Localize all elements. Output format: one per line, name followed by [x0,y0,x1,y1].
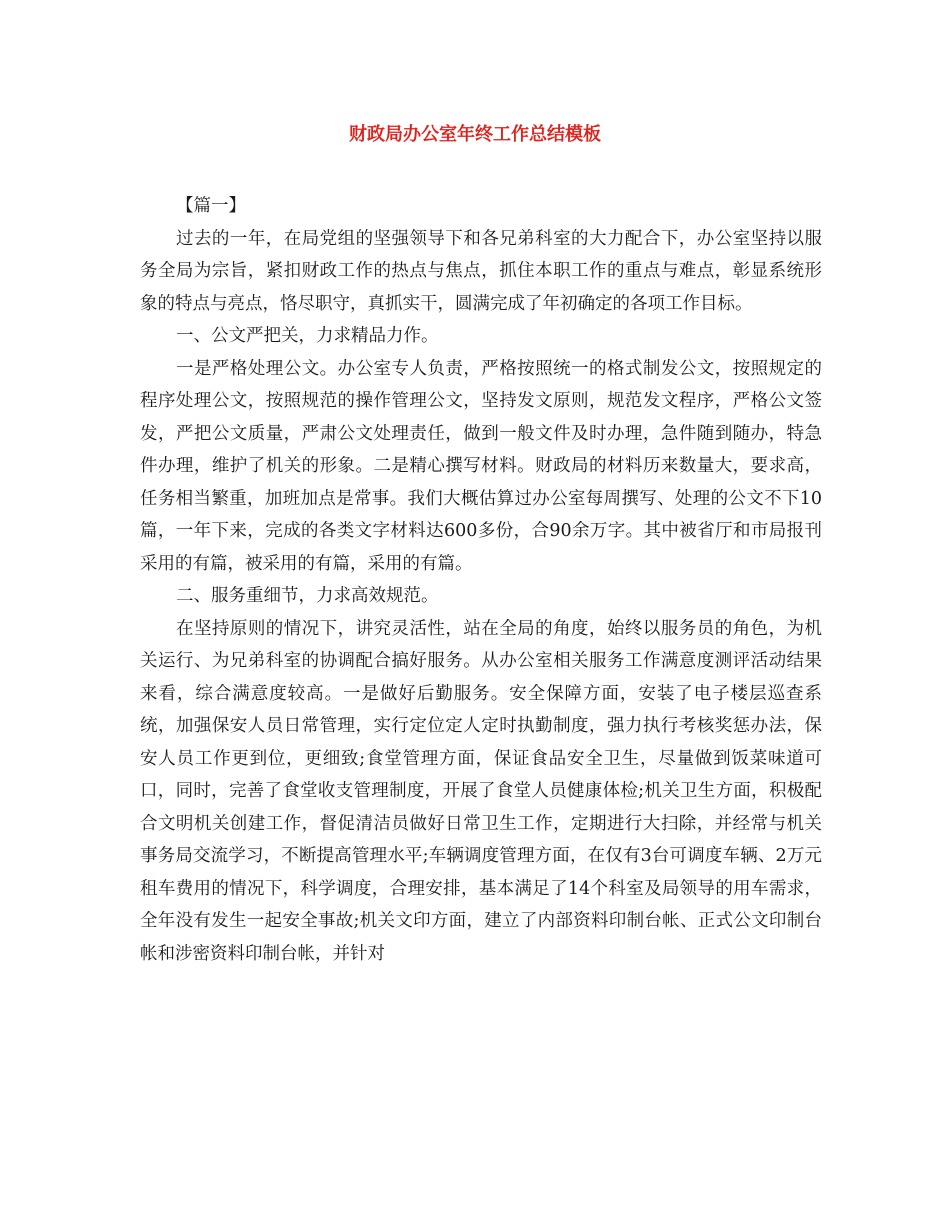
service-paragraph: 在坚持原则的情况下，讲究灵活性，站在全局的角度，始终以服务员的角色，为机关运行、为兄弟科室的协调配合搞好服务。从办公室相关服务工作满意度测评活动结果来看，综合满意度较高。一是做好后勤服务。安全保障方面，安装了电子楼层巡查系统，加强保安人员日常管理，实行定位定人定时执勤制度，强力执行考核奖惩办法，保安人员工作更到位，更细致;食堂管理方面，保证食品安全卫生，尽量做到饭菜味道可口，同时，完善了食堂收支管理制度，开展了食堂人员健康体检;机关卫生方面，积极配合文明机关创建工作，督促清洁员做好日常卫生工作，定期进行大扫除，并经常与机关事务局交流学习，不断提高管理水平;车辆调度管理方面，在仅有3台可调度车辆、2万元租车费用的情况下，科学调度，合理安排，基本满足了14个科室及局领导的用车需求，全年没有发生一起安全事故;机关文印方面，建立了内部资料印制台帐、正式公文印制台帐和涉密资料印制台帐，并针对 [140,618,822,964]
section-heading-documents: 一、公文严把关，力求精品力作。 [176,326,439,346]
section-heading-part-one: 【篇一】 [176,196,246,216]
intro-paragraph: 过去的一年，在局党组的坚强领导下和各兄弟科室的大力配合下，办公室坚持以服务全局为宗旨，紧扣财政工作的热点与焦点，抓住本职工作的重点与难点，彰显系统形象的特点与亮点，恪尽职守，真抓实干，圆满完成了年初确定的各项工作目标。 [140,228,822,314]
section-heading-service: 二、服务重细节，力求高效规范。 [176,586,439,606]
document-title: 财政局办公室年终工作总结模板 [349,124,601,145]
documents-paragraph: 一是严格处理公文。办公室专人负责，严格按照统一的格式制发公文，按照规定的程序处理公文，按照规范的操作管理公文，坚持发文原则，规范发文程序，严格公文签发，严把公文质量，严肃公文处理责任，做到一般文件及时办理，急件随到随办，特急件办理，维护了机关的形象。二是精心撰写材料。财政局的材料历来数量大，要求高，任务相当繁重，加班加点是常事。我们大概估算过办公室每周撰写、处理的公文不下10篇，一年下来，完成的各类文字材料达600多份，合90余万字。其中被省厅和市局报刊采用的有篇，被采用的有篇，采用的有篇。 [140,358,822,574]
document-body [140,190,822,970]
